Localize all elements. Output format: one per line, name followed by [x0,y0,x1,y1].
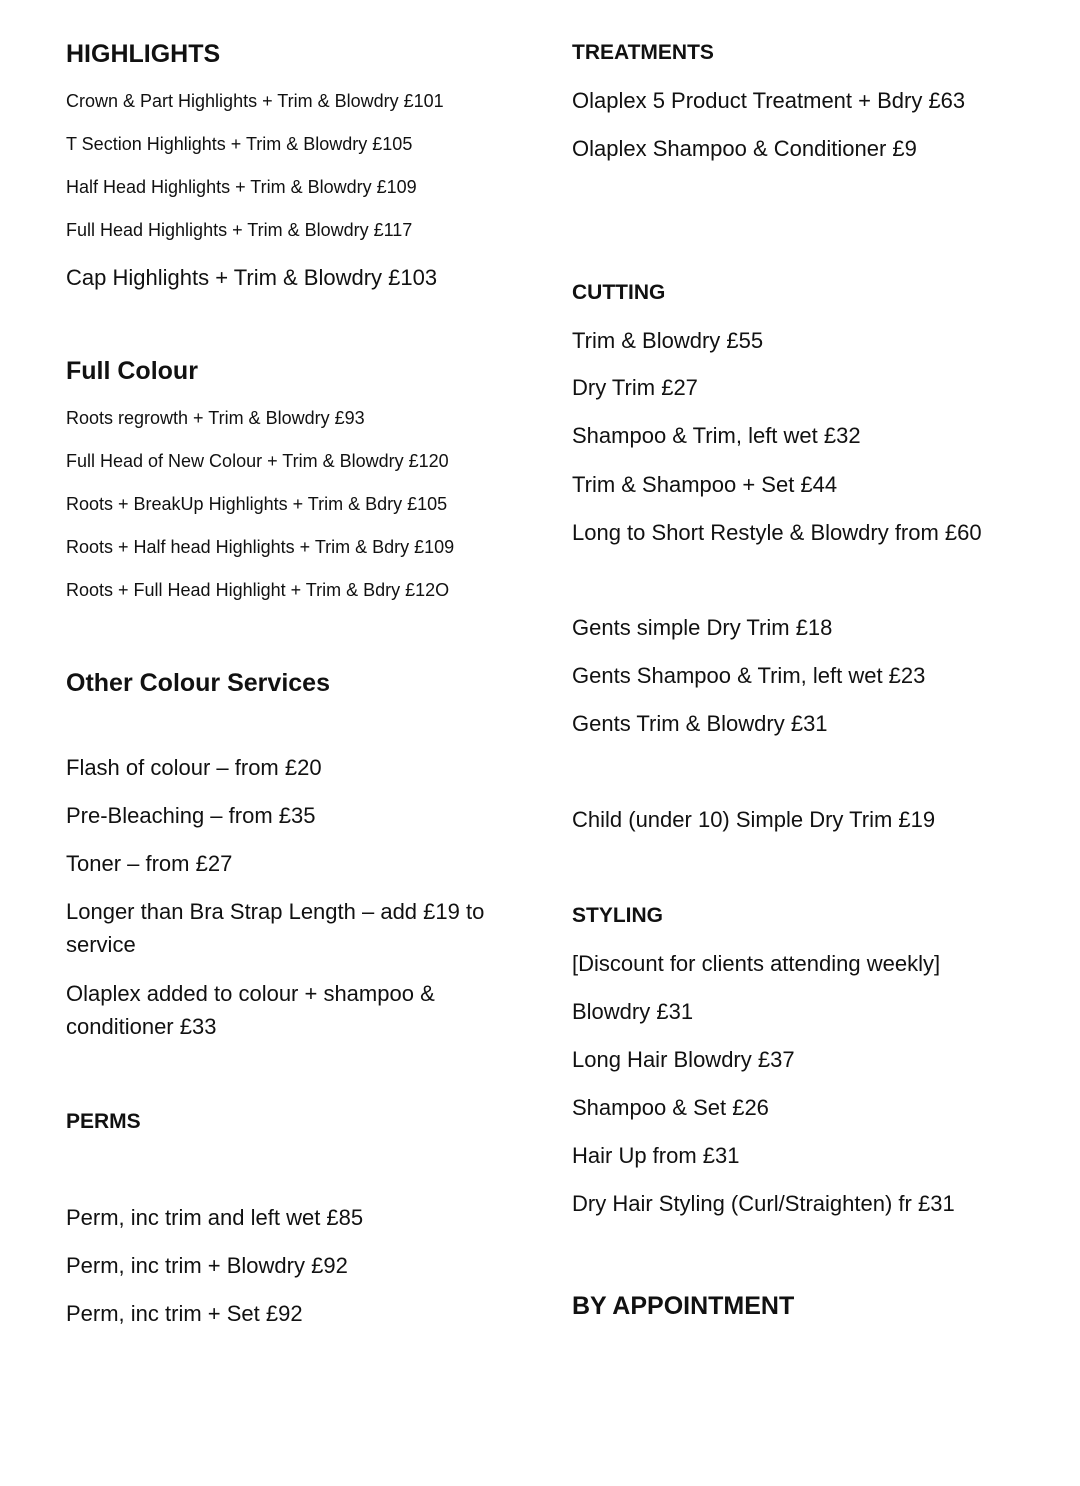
full-colour-item: Roots regrowth + Trim & Blowdry £93 [66,408,365,428]
cutting-item: Dry Trim £27 [572,375,698,400]
gents-item: Gents simple Dry Trim £18 [572,615,833,640]
highlights-heading: HIGHLIGHTS [66,40,221,68]
styling-item: Long Hair Blowdry £37 [572,1047,795,1072]
other-colour-item: Olaplex added to colour + shampoo & conditioner £33 [66,981,435,1039]
highlights-item: Cap Highlights + Trim & Blowdry £103 [66,265,438,290]
cutting-item: Trim & Shampoo + Set £44 [572,472,838,497]
highlights-item: Full Head Highlights + Trim & Blowdry £117 [66,220,413,240]
treatments-heading: TREATMENTS [572,41,714,64]
full-colour-item: Roots + Half head Highlights + Trim & Bdry £109 [66,537,455,557]
styling-item: Blowdry £31 [572,999,694,1024]
styling-item: Hair Up from £31 [572,1143,740,1168]
other-colour-item: Flash of colour – from £20 [66,755,322,780]
cutting-item: Trim & Blowdry £55 [572,328,764,353]
gents-item: Gents Trim & Blowdry £31 [572,711,828,736]
other-colour-item: Pre-Bleaching – from £35 [66,803,316,828]
highlights-item: Half Head Highlights + Trim & Blowdry £109 [66,177,417,197]
full-colour-heading: Full Colour [66,357,198,385]
styling-item: Dry Hair Styling (Curl/Straighten) fr £31 [572,1191,955,1216]
styling-item: [Discount for clients attending weekly] [572,951,941,976]
perms-item: Perm, inc trim and left wet £85 [66,1205,364,1230]
styling-heading: STYLING [572,904,664,927]
by-appointment-heading: BY APPOINTMENT [572,1292,795,1320]
treatments-item: Olaplex 5 Product Treatment + Bdry £63 [572,88,966,113]
treatments-item: Olaplex Shampoo & Conditioner £9 [572,136,917,161]
other-colour-item: Toner – from £27 [66,851,233,876]
gents-item: Gents Shampoo & Trim, left wet £23 [572,663,926,688]
other-colour-item: Longer than Bra Strap Length – add £19 to service [66,899,485,957]
full-colour-item: Roots + BreakUp Highlights + Trim & Bdry £105 [66,494,448,514]
perms-item: Perm, inc trim + Set £92 [66,1301,303,1326]
full-colour-item: Roots + Full Head Highlight + Trim & Bdry £12O [66,580,450,600]
perms-heading: PERMS [66,1110,141,1133]
cutting-heading: CUTTING [572,281,666,304]
perms-item: Perm, inc trim + Blowdry £92 [66,1253,348,1278]
highlights-item: T Section Highlights + Trim & Blowdry £105 [66,134,413,154]
highlights-item: Crown & Part Highlights + Trim & Blowdry £101 [66,91,444,111]
other-colour-heading: Other Colour Services [66,669,330,697]
cutting-item: Shampoo & Trim, left wet £32 [572,423,861,448]
styling-item: Shampoo & Set £26 [572,1095,769,1120]
child-item: Child (under 10) Simple Dry Trim £19 [572,807,936,832]
full-colour-item: Full Head of New Colour + Trim & Blowdry £120 [66,451,449,471]
cutting-item: Long to Short Restyle & Blowdry from £60 [572,520,982,545]
